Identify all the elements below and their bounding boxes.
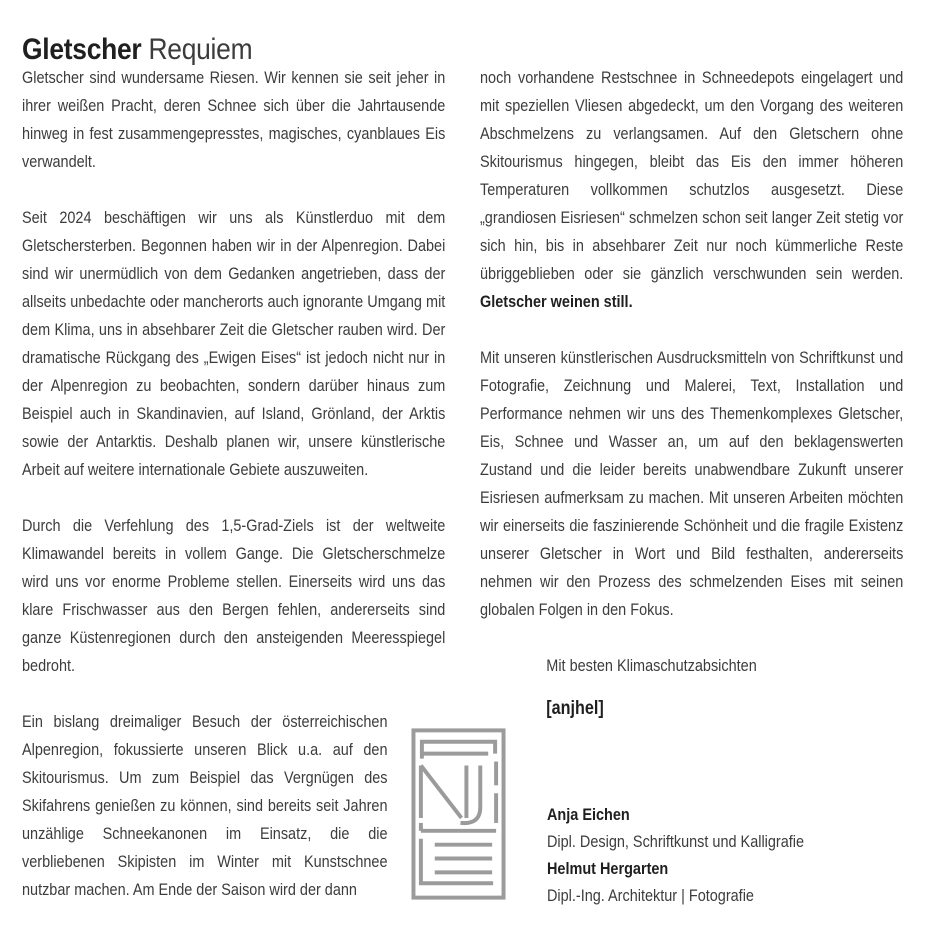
title-word-requiem: Requiem (148, 33, 253, 67)
title-word-gletscher: Gletscher (22, 33, 142, 67)
right-text-column (480, 64, 903, 751)
paragraph-6: Mit unseren künstlerischen Ausdrucksmitteln von Schriftkunst und Fotografie, Zeichnung und Malerei, Text, Installation und Performance nehmen wir uns des Themenkomplexes Gletscher, Eis, Schnee und Wasser an, um auf den beklagenswerten Zustand und die leider bereits unabwendbare Zukunft unserer Eisriesen aufmerksam zu machen. Mit unseren Arbeiten möchten wir einerseits die faszinierende Schönheit und die fragile Existenz unserer Gletscher in Wort und Bild festhalten, andererseits nehmen wir den Prozess des schmelzenden Eises mit seinen globalen Folgen in den Fokus. (480, 348, 904, 619)
paragraph-4: Ein bislang dreimaliger Besuch der österreichischen Alpenregion, fokussierte unseren Blick u.a. auf den Skitourismus. Um zum Beispiel das Vergnügen des Skifahrens genießen zu können, sind bereits seit Jahren unzählige Schneekanonen im Einsatz, die die verbliebenen Skipisten im Winter mit Kunstschnee nutzbar machen. Am Ende der Saison wird der dann (22, 712, 388, 899)
page-title (22, 32, 252, 68)
credits-block (547, 801, 913, 909)
paragraph-2: Seit 2024 beschäftigen wir uns als Künstlerduo mit dem Gletschersterben. Begonnen haben wir in der Alpenregion. Dabei sind wir unermüdlich von dem Gedanken angetrieben, dass der allseits unbedachte oder mancherorts auch ignorante Umgang mit dem Klima, uns in absehbarer Zeit die Gletscher rauben wird. Der dramatische Rückgang des „Ewigen Eises“ ist jedoch nicht nur in der Alpenregion zu beobachten, sondern darüber hinaus zum Beispiel auch in Skandinavien, auf Island, Grönland, der Arktis sowie der Antarktis. Deshalb planen wir, unsere künstlerische Arbeit auf weitere internationale Gebiete auszuweiten. (22, 208, 446, 479)
credit-role-helmut: Dipl.-Ing. Architektur | Fotografie (547, 886, 754, 905)
credit-role-anja: Dipl. Design, Schriftkunst und Kalligrafie (547, 832, 805, 851)
anjhel-monogram-logo (411, 727, 506, 901)
paragraph-5 (480, 64, 903, 316)
paragraph-5-text: noch vorhandene Restschnee in Schneedepots eingelagert und mit speziellen Vliesen abgedeckt, um den Vorgang des weiteren Abschmelzens zu verlangsamen. Auf den Gletschern ohne Skitourismus hingegen, bleibt das Eis den immer höheren Temperaturen vollkommen schutzlos ausgesetzt. Diese „grandiosen Eisriesen“ schmelzen schon seit langer Zeit stetig vor sich hin, bis in absehbarer Zeit nur noch kümmerliche Reste übriggeblieben oder sie gänzlich verschwunden sein werden. (480, 68, 904, 283)
paragraph-3: Durch die Verfehlung des 1,5-Grad-Ziels ist der weltweite Klimawandel bereits in vollem Gange. Die Gletscherschmelze wird uns vor enorme Probleme stellen. Einerseits wird uns das klare Frischwasser aus den Bergen fehlen, andererseits sind ganze Küstenregionen durch den ansteigenden Meeresspiegel bedroht. (22, 516, 446, 675)
credit-name-anja: Anja Eichen (547, 805, 630, 824)
closing-bold-sentence: Gletscher weinen still. (480, 292, 633, 311)
credit-name-helmut: Helmut Hergarten (547, 859, 669, 878)
signoff-line: Mit besten Klimaschutzabsichten (546, 656, 757, 675)
anjhel-monogram-icon (411, 727, 506, 901)
signature-anjhel: [anjhel] (546, 698, 604, 719)
paragraph-1: Gletscher sind wundersame Riesen. Wir kennen sie seit jeher in ihrer weißen Pracht, deren Schnee sich über die Jahrtausende hinweg in fest zusammengepresstes, magisches, cyanblaues Eis verwandelt. (22, 68, 446, 171)
left-text-column (22, 64, 445, 925)
